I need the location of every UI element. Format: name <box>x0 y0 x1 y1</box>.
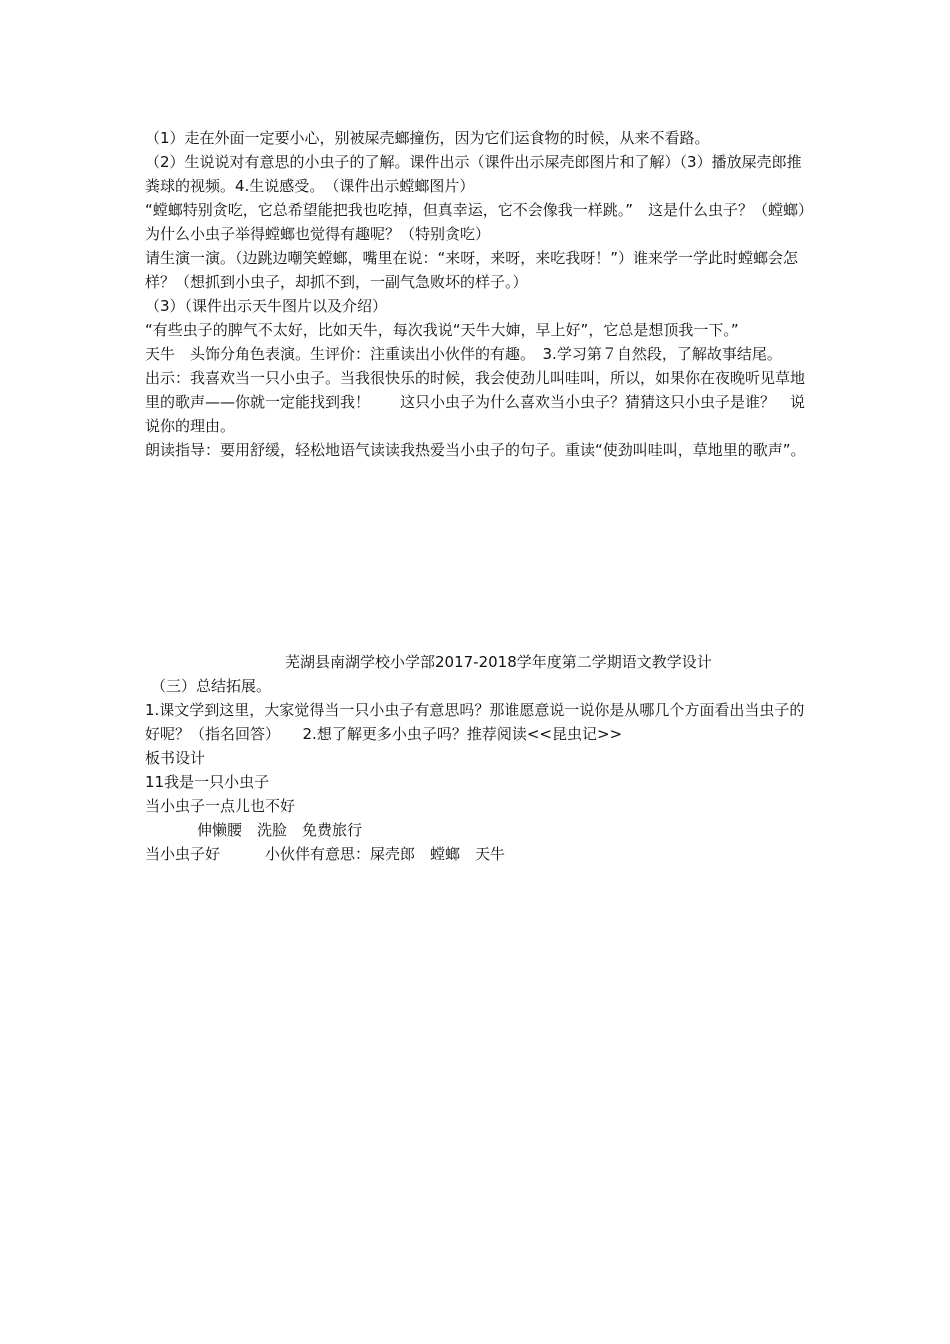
paragraph-8: 出示：我喜欢当一只小虫子。当我很快乐的时候，我会使劲儿叫哇叫，所以，如果你在夜晚听见草地里的歌声——你就一定能找到我！ 这只小虫子为什么喜欢当小虫子？猜猜这只小虫子是谁？ 说说你的理由。 <box>145 369 806 435</box>
lesson-section-1 <box>145 126 810 462</box>
paragraph-2: （2）生说说对有意思的小虫子的了解。课件出示（课件出示屎壳郎图片和了解）（3）播放屎壳郎推粪球的视频。4.生说感受。 （课件出示螳螂图片） <box>145 153 802 195</box>
board-title: 11我是一只小虫子 <box>145 773 270 791</box>
document-title: 芜湖县南湖学校小学部2017-2018学年度第二学期语文教学设计 <box>285 653 712 671</box>
board-line-2: 伸懒腰 洗脸 免费旅行 <box>197 821 363 839</box>
board-line-3: 当小虫子好 小伙伴有意思：屎壳郎 螳螂 天牛 <box>145 845 506 863</box>
section-heading: （三）总结拓展。 <box>151 677 272 695</box>
paragraph-5: （3）（课件出示天牛图片以及介绍） <box>145 297 388 315</box>
paragraph-1: （1）走在外面一定要小心，别被屎壳螂撞伤，因为它们运食物的时候，从来不看路。 <box>145 129 710 147</box>
board-design-label: 板书设计 <box>145 749 206 767</box>
paragraph-9: 朗读指导：要用舒缓，轻松地语气读读我热爱当小虫子的句子。重读“使劲叫哇叫，草地里的歌声”。 <box>145 441 806 459</box>
lesson-section-2 <box>145 650 810 866</box>
paragraph-6: “有些虫子的脾气不太好，比如天牛，每次我说“天牛大婶，早上好”，它总是想顶我一下。” <box>145 321 739 339</box>
paragraph-7: 天牛 头饰分角色表演。生评价：注重读出小伙伴的有趣。 3.学习第７自然段，了解故事结尾。 <box>145 345 782 363</box>
board-line-1: 当小虫子一点儿也不好 <box>145 797 296 815</box>
paragraph-3: “螳螂特别贪吃，它总希望能把我也吃掉，但真幸运，它不会像我一样跳。” 这是什么虫子？（螳螂）为什么小虫子举得螳螂也觉得有趣呢？（特别贪吃） <box>145 201 806 243</box>
paragraph-4: 请生演一演。（边跳边嘲笑螳螂，嘴里在说：“来呀，来呀，来吃我呀！”）谁来学一学此时螳螂会怎样？（想抓到小虫子，却抓不到，一副气急败坏的样子。） <box>145 249 799 291</box>
summary-paragraph: 1.课文学到这里，大家觉得当一只小虫子有意思吗？那谁愿意说一说你是从哪几个方面看出当虫子的好呢？（指名回答） 2.想了解更多小虫子吗？推荐阅读<<昆虫记>> <box>145 701 805 743</box>
